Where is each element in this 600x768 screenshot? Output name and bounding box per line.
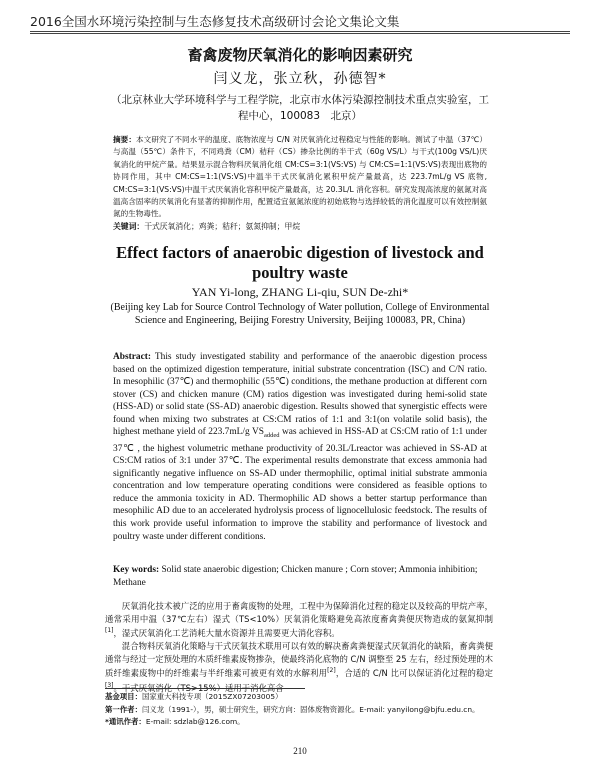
body-p2-text-a: 混合物料厌氧消化策略与干式厌氧技术联用可以有效的解决畜禽粪便湿式厌氧消化的缺陷，畜禽粪便通常与经过一定预处理的木质纤维素废物掺杂，使最终消化底物的 C/N 调整至 25 左右，经过预处理的木质纤维素废物中的纤维素与半纤维素可被更有效的水解利用 — [105, 640, 493, 679]
footnote-rule — [105, 688, 305, 689]
english-keywords-label: Key words: — [113, 565, 160, 575]
footnote-funding-text: 国家重大科技专项（2015ZX07203005） — [141, 692, 283, 701]
english-keywords — [113, 564, 487, 589]
english-title: Effect factors of anaerobic digestion of livestock and poultry waste — [116, 243, 484, 282]
body-p1-text-b: ，湿式厌氧消化工艺消耗大量水资源并且需要更大消化容积。 — [113, 628, 340, 639]
footnote-corresponding-label: *通讯作者： — [105, 717, 146, 726]
footnote-first-author-label: 第一作者： — [105, 704, 142, 714]
english-keywords-text: Solid state anaerobic digestion; Chicken manure ; Corn stover; Ammonia inhibition; Methane — [113, 565, 478, 588]
chinese-abstract-label: 摘要： — [113, 135, 136, 144]
english-affiliation: (Beijing key Lab for Source Control Technology of Water pollution, College of Environmental Science and Engineering, Beijing Forestry University, Beijing 100083, PR, China) — [110, 302, 490, 326]
page-number: 210 — [293, 746, 307, 756]
chinese-abstract-text: 本文研究了不同水平的温度、底物浓度与 C/N 对厌氧消化过程稳定与性能的影响。测试了中温（37℃）与高温（55℃）条件下，不同鸡粪（CM）秸秆（CS）掺杂比例的半干式（60g VS/L）与干式(100g VS/L)厌氧消化的甲烷产量。结果显示混合物料厌氧消化组 CM:CS=3:1(VS:VS) 与 CM:CS=1:1(VS:VS)表现出底物的协同作用，其中 CM:CS=1:1(VS:VS)中温半干式厌氧消化累积甲烷产量最高，达 223.7mL/g VS 底物, CM:CS=3:1(VS:VS)中温干式厌氧消化容积甲烷产量最高，达 20.3L/L 消化容积。研究发现高浓度的氨氮对高温高含固率的厌氧消化有显著的抑制作用，配置适宜氨氮浓度的初始底物与选择较低的消化温度可以有效控制氨氮的生物毒性。 — [113, 135, 487, 219]
footnote-first-author-text: 闫义龙（1991-），男，硕士研究生，研究方向：固体废物资源化。E-mail: yanyilong@bjfu.edu.cn。 — [141, 704, 480, 714]
footnote-corresponding — [105, 716, 495, 729]
chinese-keywords-label: 关键词： — [113, 222, 145, 231]
english-abstract-subscript: added — [263, 432, 280, 440]
header-rule — [30, 31, 570, 32]
citation-1: [1] — [105, 627, 114, 635]
citation-2: [2] — [327, 667, 336, 675]
chinese-abstract — [113, 134, 487, 221]
body-p2-text-c: 。干式厌氧消化（TS>15%）适用于消化高含 — [113, 682, 284, 693]
body-paragraph-1 — [105, 600, 493, 640]
chinese-keywords — [113, 221, 487, 232]
english-abstract — [113, 351, 487, 543]
english-abstract-text-2: was achieved in HSS-AD at CS:CM ratio of 1:1 under 37℃ , the highest volumetric methane productivity of 20.3L/Lreactor was achieved in SS-AD at CS:CM ratios of 3:1 under 37℃. The experimental results demonstrate that excess ammonia had significantly negative influence on SS-AD under thermophilic, optimal initial substrate ammonia concentration and low temperature operating conditions were considered as feasible options to reduce the ammonia toxicity in AD. Thermophilic AD shows a better startup performance than mesophilic AD due to an accelerated hydrolysis process of lignocellulosic feedstock. The results of this work provide useful information to improve the stability and performance of livestock and poultry waste under different conditions. — [113, 427, 487, 542]
english-abstract-text-1: This study investigated stability and performance of the anaerobic digestion process based on the optimized digestion temperature, initial substrate concentration (ISC) and C/N ratio. In mesophilic (37℃) and thermophilic (55℃) conditions, the methane production at different corn stover (CS) and chicken manure (CM) ratios digestion was investigated during hemi-solid state (HSS-AD) or solid state (SS-AD) anaerobic digestion. Results showed that synergistic effects were found when mixing two substrates at CS:CM ratios of 1:1 and 3:1(on volatile solid basis), the highest methane yield of 223.7mL/g VS — [113, 352, 487, 438]
body-p2-text-b: ，合适的 C/N 比可以保证消化过程的稳定 — [335, 668, 493, 679]
body-p1-text-a: 厌氧消化技术被广泛的应用于畜禽废物的处理，工程中为保障消化过程的稳定以及较高的甲烷产率，通常采用中温（37℃左右）湿式（TS<10%）厌氧消化策略避免高浓度畜禽粪便厌物造成的氨氮抑制 — [105, 601, 493, 624]
footnote-corresponding-text: E-mail: sdzlab@126.com。 — [145, 717, 245, 726]
english-authors: YAN Yi-long, ZHANG Li-qiu, SUN De-zhi* — [191, 285, 409, 299]
body-paragraph-2 — [105, 640, 493, 694]
body-text — [105, 600, 493, 694]
footnotes — [105, 691, 495, 729]
footnote-funding — [105, 691, 495, 704]
citation-3: [3] — [105, 681, 114, 689]
footnote-first-author — [105, 704, 495, 717]
english-abstract-label: Abstract: — [113, 352, 152, 362]
chinese-keywords-text: 干式厌氧消化；鸡粪；秸秆；氨氮抑制；甲烷 — [144, 222, 301, 231]
chinese-title: 畜禽废物厌氧消化的影响因素研究 — [187, 46, 413, 64]
running-header: 2016全国水环境污染控制与生态修复技术高级研讨会论文集论文集 — [30, 12, 570, 34]
chinese-affiliation: （北京林业大学环境科学与工程学院，北京市水体污染源控制技术重点实验室，工程中心，100083 北京） — [111, 94, 489, 122]
footnote-funding-label: 基金项目： — [105, 692, 142, 701]
chinese-authors: 闫义龙，张立秋，孙德智* — [213, 71, 387, 87]
